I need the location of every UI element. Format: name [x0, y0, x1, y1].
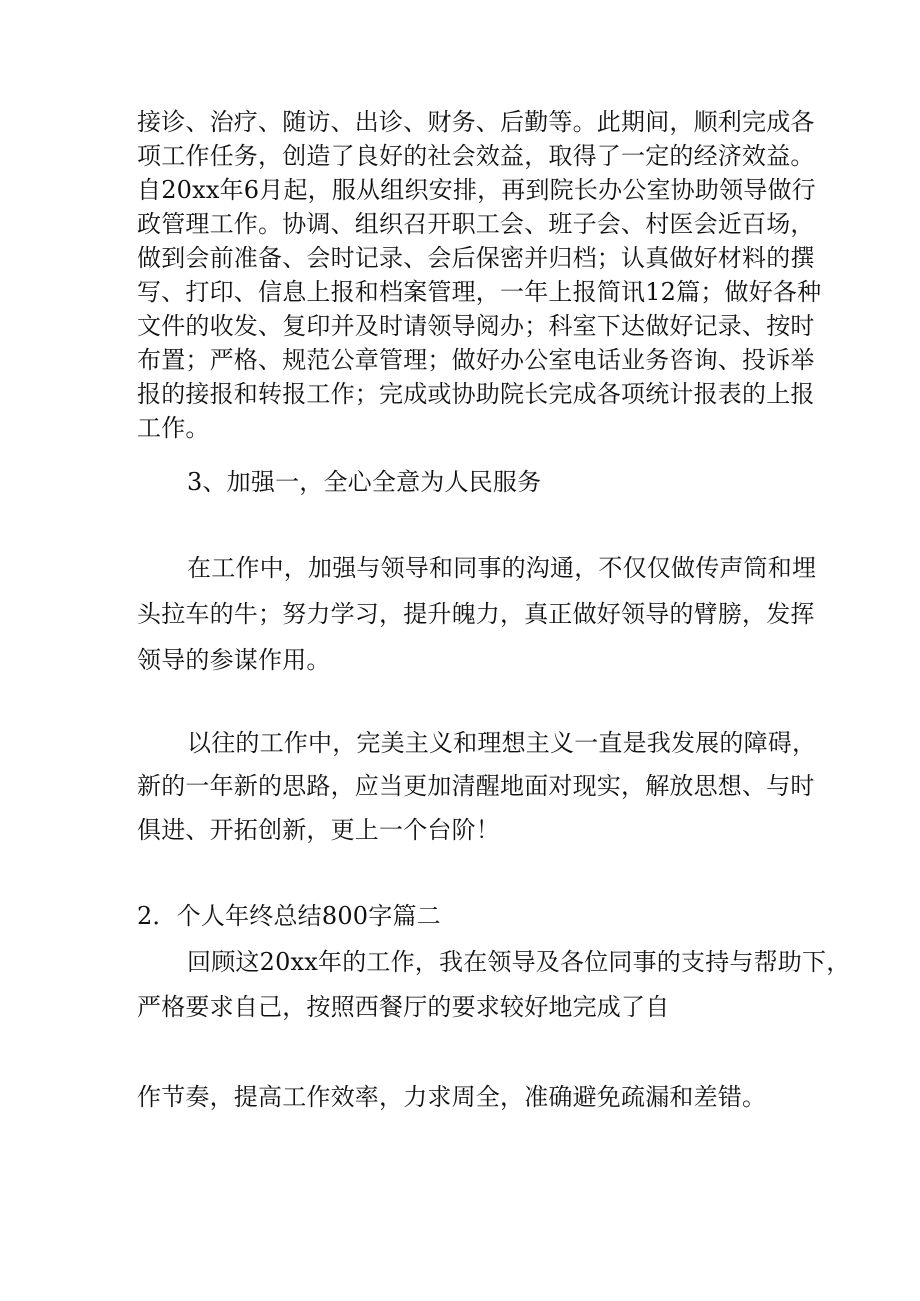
- paragraph-1-line-1: 接诊、治疗、随访、出诊、财务、后勤等。此期间，顺利完成各: [137, 108, 815, 136]
- paragraph-1-line-6: 写、打印、信息上报和档案管理，一年上报简讯12篇；做好各种: [137, 278, 822, 306]
- paragraph-3-line-3: 俱进、开拓创新，更上一个台阶！: [137, 816, 500, 844]
- paragraph-4-line-2: 严格要求自己，按照西餐厅的要求较好地完成了自: [137, 993, 670, 1021]
- paragraph-4-line-1: 回顾这20xx年的工作，我在领导及各位同事的支持与帮助下，: [187, 948, 851, 976]
- heading-3: 3、加强一，全心全意为人民服务: [187, 468, 542, 496]
- paragraph-5-line-1: 作节奏，提高工作效率，力求周全，准确避免疏漏和差错。: [137, 1083, 767, 1111]
- paragraph-2-line-2: 头拉车的牛；努力学习，提升魄力，真正做好领导的臂膀，发挥: [137, 600, 815, 628]
- paragraph-1-line-4: 政管理工作。协调、组织召开职工会、班子会、村医会近百场，: [137, 210, 815, 238]
- paragraph-1-line-9: 报的接报和转报工作；完成或协助院长完成各项统计报表的上报: [137, 380, 815, 408]
- paragraph-3-line-2: 新的一年新的思路，应当更加清醒地面对现实，解放思想、与时: [137, 772, 815, 800]
- paragraph-1-line-8: 布置；严格、规范公章管理；做好办公室电话业务咨询、投诉举: [137, 346, 815, 374]
- paragraph-1-line-2: 项工作任务，创造了良好的社会效益，取得了一定的经济效益。: [137, 142, 815, 170]
- paragraph-2-line-3: 领导的参谋作用。: [137, 646, 331, 674]
- paragraph-3-line-1: 以往的工作中，完美主义和理想主义一直是我发展的障碍，: [187, 729, 817, 757]
- paragraph-1-line-10: 工作。: [137, 414, 210, 442]
- section-heading: 2．个人年终总结800字篇二: [137, 902, 441, 930]
- paragraph-1-line-7: 文件的收发、复印并及时请领导阅办；科室下达做好记录、按时: [137, 312, 815, 340]
- paragraph-1-line-5: 做到会前准备、会时记录、会后保密并归档；认真做好材料的撰: [137, 244, 815, 272]
- paragraph-1-line-3: 自20xx年6月起，服从组织安排，再到院长办公室协助领导做行: [137, 176, 816, 204]
- paragraph-2-line-1: 在工作中，加强与领导和同事的沟通，不仅仅做传声筒和埋: [187, 554, 817, 582]
